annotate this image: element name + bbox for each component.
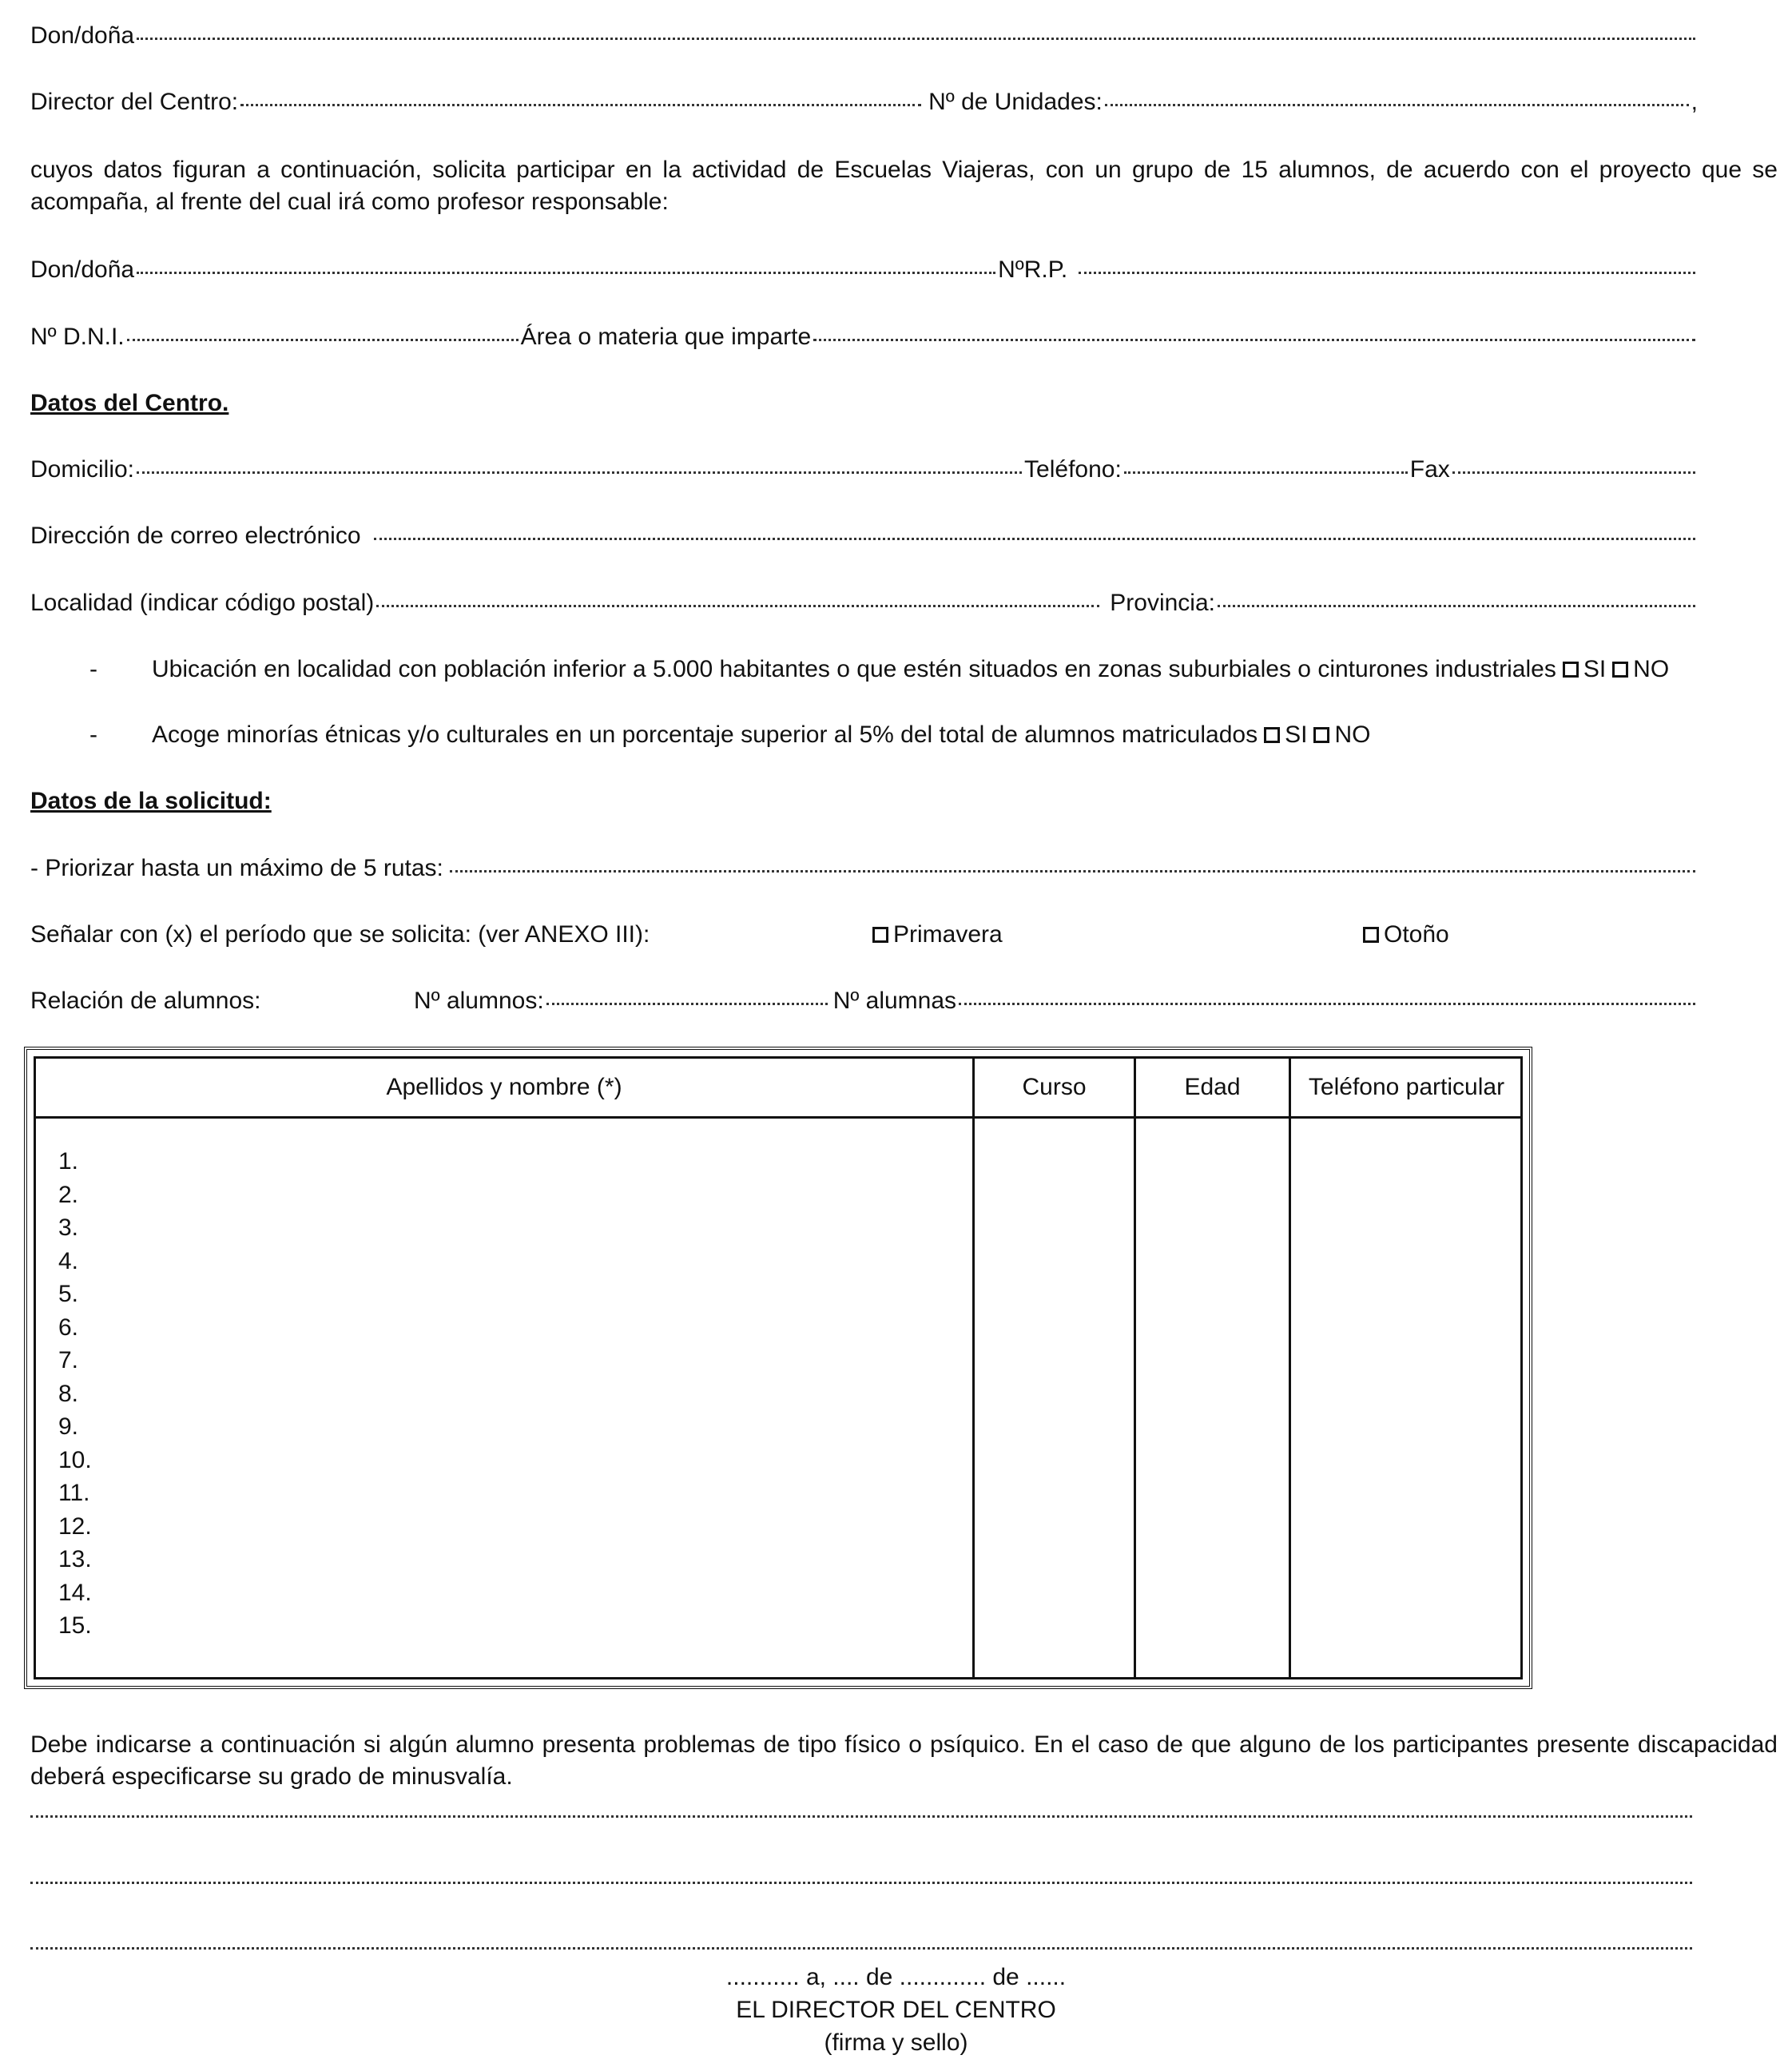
domicilio-row <box>30 454 1698 486</box>
dni-label: Nº D.N.I. <box>30 324 125 350</box>
provincia-input[interactable] <box>1218 605 1695 607</box>
domicilio-input[interactable] <box>137 471 1022 474</box>
priorizar-row <box>30 853 1698 884</box>
director-row <box>30 86 1698 118</box>
header-telefono: Teléfono particular <box>1308 1074 1505 1100</box>
centro-heading: Datos del Centro. <box>30 390 229 416</box>
primavera-option[interactable] <box>872 919 1003 951</box>
unidades-input[interactable] <box>1105 104 1689 106</box>
table-row[interactable]: 9. <box>58 1413 79 1440</box>
table-row[interactable]: 11. <box>58 1480 90 1506</box>
nrp-label: NºR.P. <box>998 256 1068 283</box>
telefono-label: Teléfono: <box>1024 456 1122 483</box>
periodo-label: Señalar con (x) el período que se solicita: (ver ANEXO III): <box>30 921 650 948</box>
minorias-no-checkbox[interactable] <box>1313 727 1329 743</box>
provincia-label: Provincia: <box>1110 590 1215 616</box>
si-label: SI <box>1285 721 1308 748</box>
director-label: Director del Centro: <box>30 89 239 115</box>
don-dona-label: Don/doña <box>30 22 135 49</box>
localidad-label: Localidad (indicar código postal) <box>30 590 375 616</box>
table-row[interactable]: 12. <box>58 1512 92 1540</box>
correo-row <box>30 520 1698 552</box>
dni-input[interactable] <box>127 339 519 341</box>
don-dona-input[interactable] <box>137 38 1695 40</box>
students-table-inner <box>34 1056 1523 1679</box>
bullet-ubicacion <box>89 654 1669 686</box>
unidades-label: Nº de Unidades: <box>928 89 1103 115</box>
area-input[interactable] <box>813 339 1695 341</box>
profesor-row <box>30 254 1698 286</box>
priorizar-input[interactable] <box>450 870 1695 873</box>
fax-input[interactable] <box>1452 471 1695 474</box>
n-alumnas-input[interactable] <box>959 1003 1695 1005</box>
table-row[interactable]: 10. <box>58 1446 92 1473</box>
table-row[interactable]: 13. <box>58 1546 92 1572</box>
minorias-text: Acoge minorías étnicas y/o culturales en un porcentaje superior al 5% del total de alumnos matriculados <box>152 721 1258 748</box>
table-row[interactable]: 4. <box>58 1247 79 1274</box>
si-label: SI <box>1583 656 1607 682</box>
relacion-row <box>30 985 1698 1017</box>
observaciones-line-2[interactable] <box>30 1882 1692 1884</box>
priorizar-label: - Priorizar hasta un máximo de 5 rutas: <box>30 855 443 881</box>
table-row[interactable]: 6. <box>58 1314 79 1341</box>
bullet-dash: - <box>89 721 97 748</box>
otono-label: Otoño <box>1384 921 1449 948</box>
col-separator <box>1289 1059 1291 1677</box>
discapacidad-note: Debe indicarse a continuación si algún alumno presenta problemas de tipo físico o psíquico. En el caso de que alguno de los participantes presente discapacidad deberá especificarse su grado de minusvalía. <box>30 1731 1778 1790</box>
otono-option[interactable] <box>1363 919 1449 951</box>
observaciones-line-3[interactable] <box>30 1947 1692 1950</box>
fax-label: Fax <box>1409 456 1450 483</box>
table-row[interactable]: 8. <box>58 1380 79 1407</box>
localidad-row <box>30 587 1698 619</box>
profesor-label: Don/doña <box>30 256 135 283</box>
n-alumnas-label: Nº alumnas <box>832 988 957 1014</box>
n-alumnos-label: Nº alumnos: <box>414 988 544 1014</box>
intro-paragraph: cuyos datos figuran a continuación, solicita participar en la actividad de Escuelas Viajeras, con un grupo de 15 alumnos, de acuerdo con el proyecto que se acompaña, al frente del cual irá como profesor responsable: <box>30 157 1778 215</box>
primavera-checkbox[interactable] <box>872 927 888 943</box>
minorias-si-checkbox[interactable] <box>1264 727 1280 743</box>
header-curso: Curso <box>1022 1074 1087 1100</box>
n-alumnos-input[interactable] <box>546 1003 828 1005</box>
firma-sello-label: (firma y sello) <box>824 2029 968 2056</box>
date-line: ........... a, .... de ............. de ...... <box>725 1964 1067 1990</box>
students-table <box>24 1047 1532 1689</box>
nrp-input[interactable] <box>1079 272 1695 274</box>
correo-label: Dirección de correo electrónico <box>30 523 361 549</box>
localidad-input[interactable] <box>376 605 1099 607</box>
relacion-label: Relación de alumnos: <box>30 988 261 1014</box>
ubicacion-no-checkbox[interactable] <box>1612 662 1628 678</box>
director-input[interactable] <box>240 104 921 106</box>
don-dona-field[interactable] <box>30 20 1698 52</box>
no-label: NO <box>1334 721 1371 748</box>
table-row[interactable]: 14. <box>58 1579 92 1606</box>
profesor-input[interactable] <box>137 272 995 274</box>
otono-checkbox[interactable] <box>1363 927 1379 943</box>
bullet-dash: - <box>89 656 97 682</box>
comma: , <box>1691 89 1698 115</box>
table-row[interactable]: 1. <box>58 1148 79 1175</box>
col-separator <box>1134 1059 1136 1677</box>
ubicacion-si-checkbox[interactable] <box>1563 662 1579 678</box>
table-row[interactable]: 5. <box>58 1281 79 1307</box>
solicitud-heading: Datos de la solicitud: <box>30 788 272 814</box>
primavera-label: Primavera <box>893 921 1003 948</box>
header-edad: Edad <box>1184 1074 1241 1100</box>
table-row[interactable]: 3. <box>58 1214 79 1241</box>
telefono-input[interactable] <box>1124 471 1408 474</box>
no-label: NO <box>1633 656 1670 682</box>
table-row[interactable]: 2. <box>58 1181 79 1208</box>
domicilio-label: Domicilio: <box>30 456 135 483</box>
col-separator <box>972 1059 975 1677</box>
correo-input[interactable] <box>374 538 1695 540</box>
table-row[interactable]: 15. <box>58 1612 92 1639</box>
student-rows <box>58 1145 92 1643</box>
dni-row <box>30 321 1698 353</box>
observaciones-line-1[interactable] <box>30 1815 1692 1818</box>
table-row[interactable]: 7. <box>58 1347 79 1373</box>
header-apellidos: Apellidos y nombre (*) <box>386 1074 622 1100</box>
area-label: Área o materia que imparte <box>520 324 812 350</box>
ubicacion-text: Ubicación en localidad con población inferior a 5.000 habitantes o que estén situados en zonas suburbiales o cinturones industriales <box>152 656 1556 682</box>
director-signature-label: EL DIRECTOR DEL CENTRO <box>736 1997 1056 2023</box>
header-separator <box>36 1116 1520 1119</box>
bullet-minorias <box>89 719 1370 751</box>
